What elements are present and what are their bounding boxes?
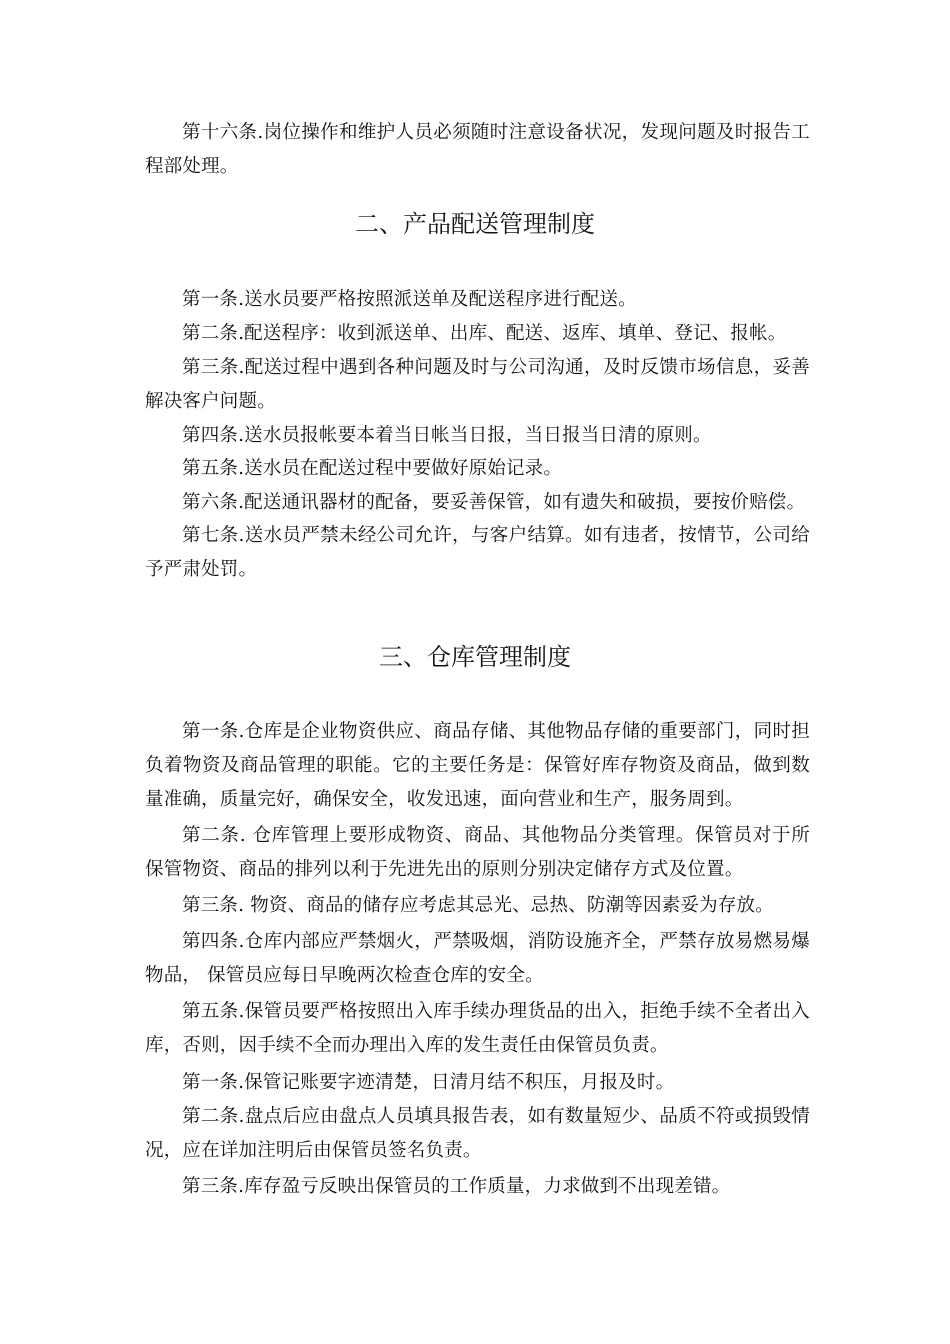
section-3-article-8: 第三条.库存盈亏反映出保管员的工作质量，力求做到不出现差错。 (182, 1176, 731, 1197)
section-2-article-5: 第五条.送水员在配送过程中要做好原始记录。 (182, 458, 563, 479)
section-2-article-1: 第一条.送水员要严格按照派送单及配送程序进行配送。 (182, 289, 637, 310)
article-16-paragraph: 第十六条.岗位操作和维护人员必须随时注意设备状况，发现问题及时报告工程部处理。 (145, 122, 810, 177)
section-2-article-4: 第四条.送水员报帐要本着当日帐当日报，当日报当日清的原则。 (182, 425, 712, 446)
section-2-title: 二、产品配送管理制度 (355, 210, 595, 238)
section-3-article-5: 第五条.保管员要严格按照出入库手续办理货品的出入，拒绝手续不全者出入库，否则，因手续不全而办理出入库的发生责任由保管员负责。 (145, 1001, 810, 1056)
section-2-article-2: 第二条.配送程序：收到派送单、出库、配送、返库、填单、登记、报帐。 (182, 323, 787, 344)
section-3-article-6: 第一条.保管记账要字迹清楚，日清月结不积压，月报及时。 (182, 1072, 675, 1093)
section-3-article-7: 第二条.盘点后应由盘点人员填具报告表，如有数量短少、品质不符或损毁情况，应在详加注明后由保管员签名负责。 (145, 1106, 810, 1161)
section-3-article-2: 第二条. 仓库管理上要形成物资、商品、其他物品分类管理。保管员对于所保管物资、商品的排列以利于先进先出的原则分别决定储存方式及位置。 (145, 825, 810, 880)
section-3-article-1: 第一条.仓库是企业物资供应、商品存储、其他物品存储的重要部门，同时担负着物资及商品管理的职能。它的主要任务是：保管好库存物资及商品，做到数量准确，质量完好，确保安全，收发迅速，面向营业和生产，服务周到。 (145, 721, 810, 810)
section-3-article-4: 第四条.仓库内部应严禁烟火，严禁吸烟，消防设施齐全，严禁存放易燃易爆物品， 保管员应每日早晚两次检查仓库的安全。 (145, 931, 810, 986)
section-3-title: 三、仓库管理制度 (379, 643, 571, 671)
section-2-article-6: 第六条.配送通讯器材的配备，要妥善保管，如有遗失和破损，要按价赔偿。 (182, 492, 806, 513)
section-2-article-7: 第七条.送水员严禁未经公司允许，与客户结算。如有违者，按情节，公司给予严肃处罚。 (145, 525, 810, 580)
section-2-article-3: 第三条.配送过程中遇到各种问题及时与公司沟通，及时反馈市场信息，妥善解决客户问题。 (145, 357, 810, 412)
section-3-article-3: 第三条. 物资、商品的储存应考虑其忌光、忌热、防潮等因素妥为存放。 (182, 895, 774, 916)
